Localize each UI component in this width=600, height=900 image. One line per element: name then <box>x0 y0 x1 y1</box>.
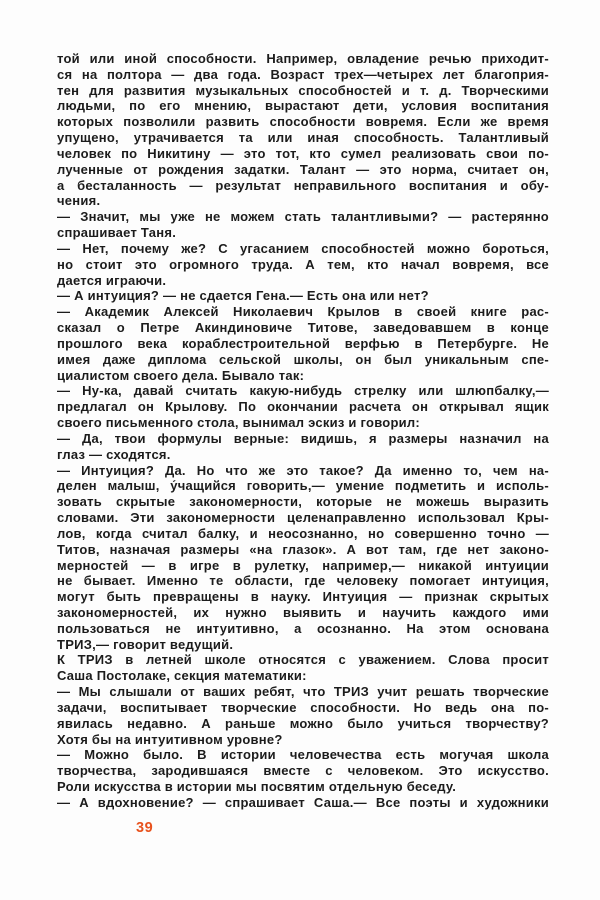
text-line: ТРИЗ,— говорит ведущий. <box>57 636 234 652</box>
text-line: — Да, твои формулы верные: видишь, я размеры назначил на <box>57 430 549 446</box>
text-line: — Академик Алексей Николаевич Крылов в своей книге рас- <box>57 304 549 320</box>
text-line: Роли искусства в истории мы посвятим отдельную беседу. <box>57 779 457 795</box>
text-line: К ТРИЗ в летней школе относятся с уважением. Слова просит <box>57 652 549 668</box>
text-line: задачи, воспитывает творческие способности. Но ведь она по- <box>57 699 549 715</box>
text-line: — Нет, почему же? С угасанием способностей можно бороться, <box>57 240 549 256</box>
text-line: — А интуиция? — не сдается Гена.— Есть она или нет? <box>57 288 429 304</box>
text-line: но стоит это огромного труда. А тем, кто начал вовремя, все <box>57 256 549 272</box>
text-line: зовать скрытые закономерности, которые не можешь выразить <box>57 494 549 510</box>
text-line: дается играючи. <box>57 272 167 288</box>
text-line: циалистом своего дела. Бывало так: <box>57 367 305 383</box>
text-line: — Интуиция? Да. Но что же это такое? Да именно то, чем на- <box>57 462 549 478</box>
text-line: лученные от рождения задатки. Талант — это норма, считает он, <box>57 161 549 177</box>
text-line: — А вдохновение? — спрашивает Саша.— Все поэты и художники <box>57 794 549 810</box>
text-line: своего письменного стола, вынимал эскиз и говорил: <box>57 415 420 431</box>
text-line: могут быть превращены в науку. Интуиция — признак скрытых <box>57 589 549 605</box>
text-line: пользоваться не интуитивно, а осознанно. На этом основана <box>57 620 549 636</box>
text-line: спрашивает Таня. <box>57 225 177 241</box>
text-line: — Мы слышали от ваших ребят, что ТРИЗ учит решать творческие <box>57 684 549 700</box>
page-text-block <box>57 51 549 811</box>
text-line: — Можно было. В истории человечества есть могучая школа <box>57 747 549 763</box>
text-line: — Ну-ка, давай считать какую-нибудь стрелку или шлюпбалку,— <box>57 383 549 399</box>
text-line: глаз — сходятся. <box>57 446 171 462</box>
page-number: 39 <box>136 820 154 836</box>
text-line: закономерностей, их нужно выявить и научить каждого ими <box>57 604 549 620</box>
text-line: чения. <box>57 193 101 209</box>
text-line: упущено, утрачивается та или иная способность. Талантливый <box>57 130 549 146</box>
text-line: ся на полтора — два года. Возраст трех—четырех лет благоприя- <box>57 66 549 82</box>
text-line: Титов, назначая размеры «на глазок». А вот там, где нет законо- <box>57 541 549 557</box>
text-line: а бесталанность — результат неправильного воспитания и обу- <box>57 177 549 193</box>
text-line: той или иной способности. Например, овладение речью приходит- <box>57 51 549 66</box>
text-line: тен для развития музыкальных способностей и т. д. Творческими <box>57 82 549 98</box>
text-line: Саша Постолаке, секция математики: <box>57 668 307 684</box>
text-line: не бывает. Именно те области, где человеку помогает интуиция, <box>57 573 549 589</box>
text-line: творчества, зародившаяся вместе с человеком. Это искусство. <box>57 763 549 779</box>
text-line: Хотя бы на интуитивном уровне? <box>57 731 283 747</box>
text-line: — Значит, мы уже не можем стать талантливыми? — растерянно <box>57 209 549 225</box>
text-line: предлагал он Крылову. По окончании расчета он открывал ящик <box>57 399 549 415</box>
text-line: словами. Эти закономерности целенаправленно использовал Кры- <box>57 510 549 526</box>
text-line: явилась недавно. А раньше можно было учиться творчеству? <box>57 715 549 731</box>
text-line: имея даже диплома сельской школы, он был уникальным спе- <box>57 351 549 367</box>
text-line: которых позволили развить способности вовремя. Если же время <box>57 114 549 130</box>
text-line: прошлого века кораблестроительной верфью в Петербурге. Не <box>57 335 549 351</box>
text-line: мерностей — в игре в рулетку, например,— никакой интуиции <box>57 557 549 573</box>
text-line: сказал о Петре Акиндиновиче Титове, заведовавшем в конце <box>57 320 549 336</box>
text-line: людьми, по его мнению, вырастают дети, условия воспитания <box>57 98 549 114</box>
text-line: человек по Никитину — это тот, кто сумел реализовать свои по- <box>57 145 549 161</box>
text-line: лов, когда считал балку, и неосознанно, но совершенно точно — <box>57 525 549 541</box>
text-line: делен малыш, у́чащийся говорить,— умение подметить и исполь- <box>57 478 549 494</box>
